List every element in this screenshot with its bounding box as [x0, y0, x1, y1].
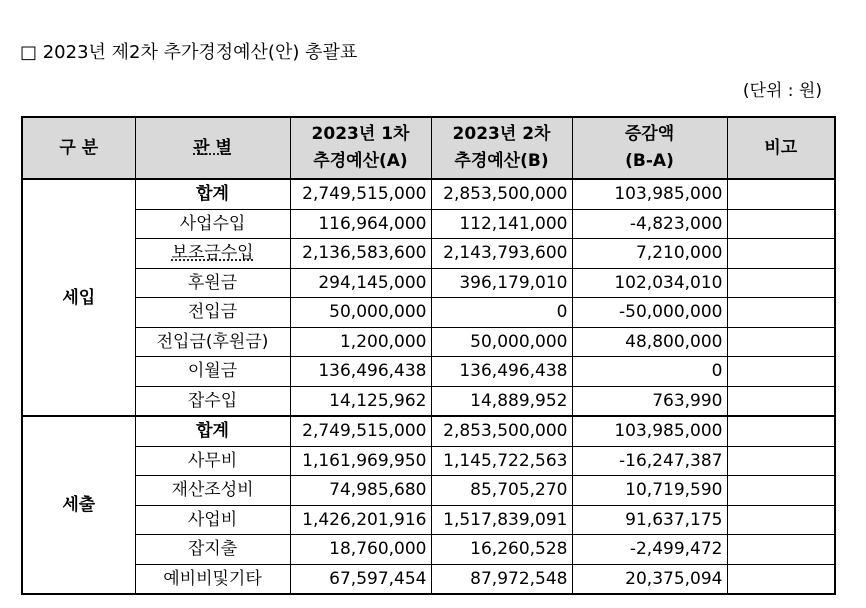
table-row	[22, 209, 835, 239]
first-budget-value: 136,496,438	[290, 357, 431, 387]
first-budget-value: 74,985,680	[290, 476, 431, 506]
row-name: 잡수입	[135, 386, 290, 416]
row-name: 합계	[135, 179, 290, 209]
row-name: 예비비및기타	[135, 564, 290, 594]
difference-value: -50,000,000	[572, 298, 727, 328]
difference-value: 10,719,590	[572, 476, 727, 506]
second-budget-value: 2,143,793,600	[431, 239, 572, 269]
table-row	[22, 268, 835, 298]
first-budget-value: 116,964,000	[290, 209, 431, 239]
difference-value: -16,247,387	[572, 446, 727, 476]
table-row	[22, 179, 835, 209]
table-row	[22, 535, 835, 565]
difference-value: 0	[572, 357, 727, 387]
header-difference: 증감액 (B-A)	[572, 117, 727, 179]
difference-value: 20,375,094	[572, 564, 727, 594]
difference-value: 7,210,000	[572, 239, 727, 269]
table-row	[22, 357, 835, 387]
second-budget-value: 50,000,000	[431, 327, 572, 357]
table-row	[22, 298, 835, 328]
row-name: 재산조성비	[135, 476, 290, 506]
second-budget-value: 136,496,438	[431, 357, 572, 387]
table-row	[22, 239, 835, 269]
note-value	[727, 505, 835, 535]
note-value	[727, 564, 835, 594]
note-value	[727, 298, 835, 328]
row-name: 사무비	[135, 446, 290, 476]
table-row	[22, 446, 835, 476]
row-name: 합계	[135, 416, 290, 446]
second-budget-value: 1,145,722,563	[431, 446, 572, 476]
note-value	[727, 476, 835, 506]
difference-value: 48,800,000	[572, 327, 727, 357]
table-row	[22, 505, 835, 535]
table-row	[22, 416, 835, 446]
difference-value: -4,823,000	[572, 209, 727, 239]
second-budget-value: 87,972,548	[431, 564, 572, 594]
row-name: 사업수입	[135, 209, 290, 239]
note-value	[727, 179, 835, 209]
first-budget-value: 1,161,969,950	[290, 446, 431, 476]
first-budget-value: 2,749,515,000	[290, 416, 431, 446]
document-title: □ 2023년 제2차 추가경정예산(안) 총괄표	[20, 42, 358, 63]
row-name: 잡지출	[135, 535, 290, 565]
note-value	[727, 386, 835, 416]
second-budget-value: 16,260,528	[431, 535, 572, 565]
note-value	[727, 268, 835, 298]
second-budget-value: 85,705,270	[431, 476, 572, 506]
difference-value: 763,990	[572, 386, 727, 416]
table-row	[22, 327, 835, 357]
note-value	[727, 357, 835, 387]
row-name: 후원금	[135, 268, 290, 298]
first-budget-value: 1,426,201,916	[290, 505, 431, 535]
second-budget-value: 2,853,500,000	[431, 179, 572, 209]
difference-value: 102,034,010	[572, 268, 727, 298]
difference-value: -2,499,472	[572, 535, 727, 565]
table-row	[22, 476, 835, 506]
note-value	[727, 239, 835, 269]
second-budget-value: 1,517,839,091	[431, 505, 572, 535]
table-body	[22, 179, 835, 594]
second-budget-value: 2,853,500,000	[431, 416, 572, 446]
difference-value: 103,985,000	[572, 179, 727, 209]
second-budget-value: 112,141,000	[431, 209, 572, 239]
first-budget-value: 2,136,583,600	[290, 239, 431, 269]
first-budget-value: 50,000,000	[290, 298, 431, 328]
note-value	[727, 446, 835, 476]
second-budget-value: 0	[431, 298, 572, 328]
row-name: 전입금(후원금)	[135, 327, 290, 357]
table-header-row	[22, 117, 835, 179]
header-second-budget: 2023년 2차 추경예산(B)	[431, 117, 572, 179]
first-budget-value: 18,760,000	[290, 535, 431, 565]
header-item: 관 별	[135, 117, 290, 179]
second-budget-value: 14,889,952	[431, 386, 572, 416]
note-value	[727, 416, 835, 446]
row-name: 보조금수입	[135, 239, 290, 269]
note-value	[727, 535, 835, 565]
revenue-group-label: 세입	[22, 179, 135, 416]
header-category: 구 분	[22, 117, 135, 179]
row-name: 사업비	[135, 505, 290, 535]
note-value	[727, 209, 835, 239]
first-budget-value: 1,200,000	[290, 327, 431, 357]
first-budget-value: 14,125,962	[290, 386, 431, 416]
unit-label: (단위 : 원)	[742, 81, 822, 101]
row-name: 이월금	[135, 357, 290, 387]
note-value	[727, 327, 835, 357]
difference-value: 91,637,175	[572, 505, 727, 535]
header-first-budget: 2023년 1차 추경예산(A)	[290, 117, 431, 179]
first-budget-value: 2,749,515,000	[290, 179, 431, 209]
budget-summary-table	[21, 116, 836, 595]
first-budget-value: 67,597,454	[290, 564, 431, 594]
first-budget-value: 294,145,000	[290, 268, 431, 298]
header-note: 비고	[727, 117, 835, 179]
table-row	[22, 564, 835, 594]
expenditure-group-label: 세출	[22, 416, 135, 594]
row-name: 전입금	[135, 298, 290, 328]
second-budget-value: 396,179,010	[431, 268, 572, 298]
table-row	[22, 386, 835, 416]
difference-value: 103,985,000	[572, 416, 727, 446]
